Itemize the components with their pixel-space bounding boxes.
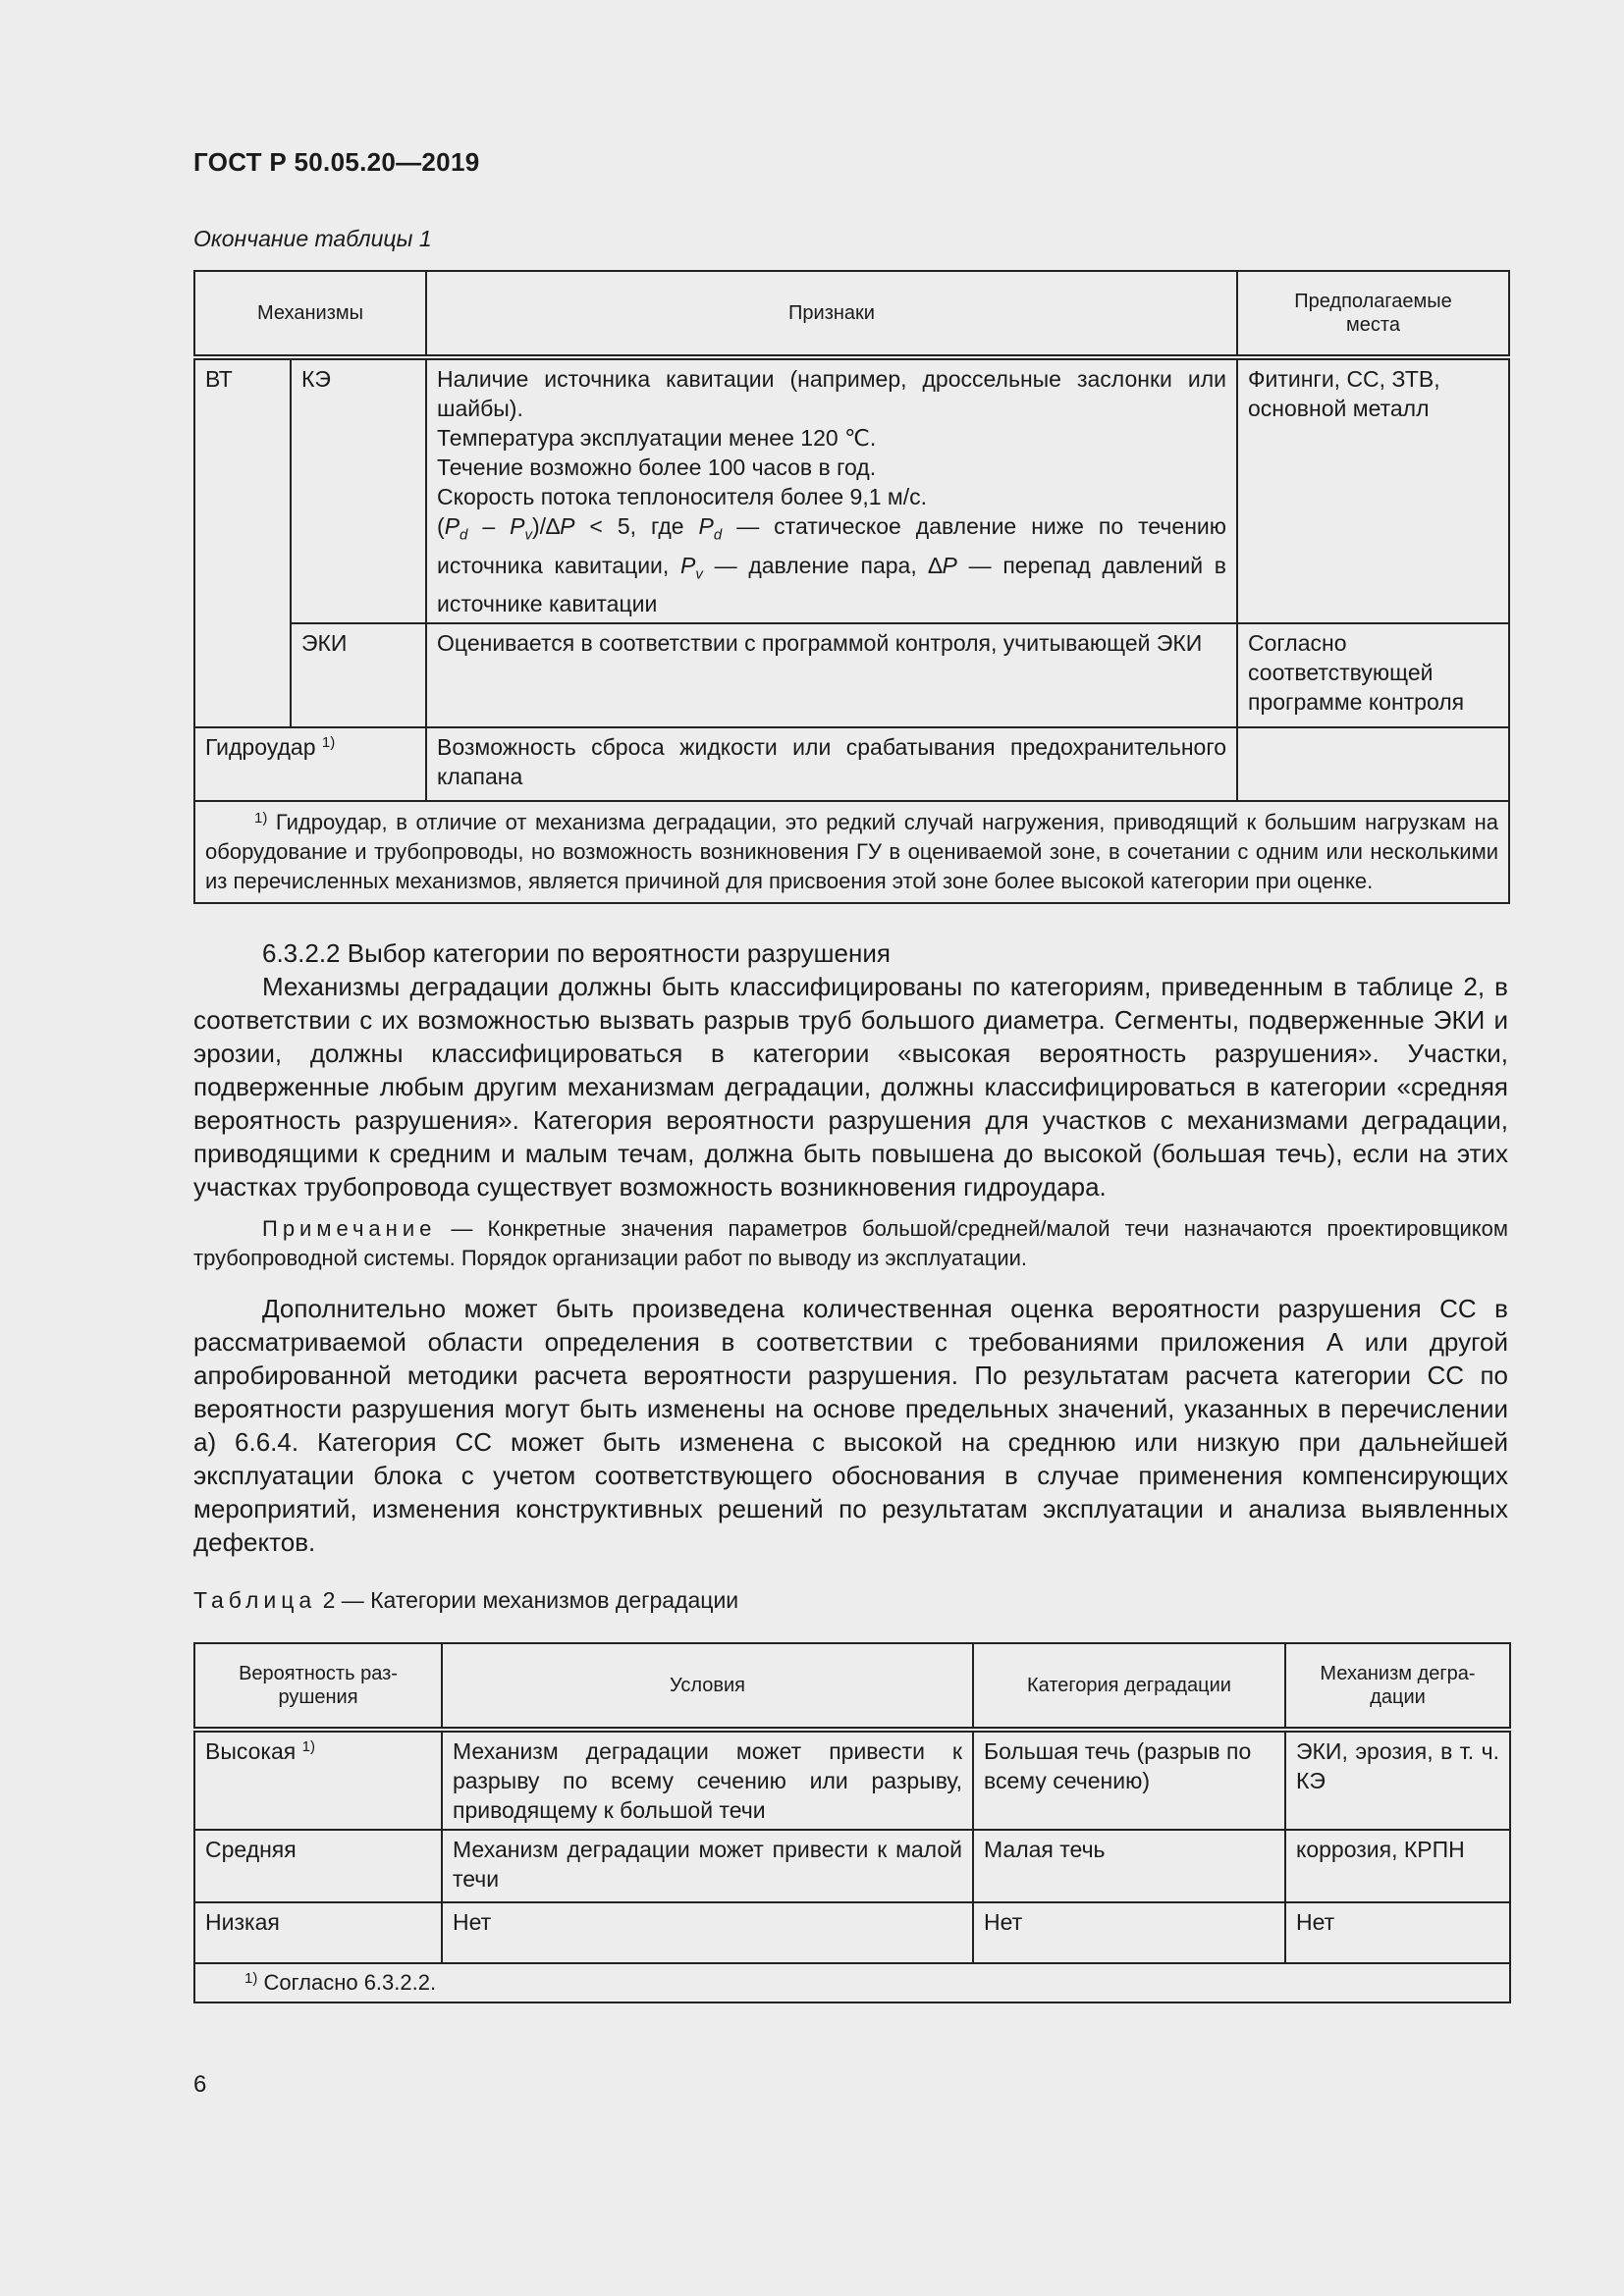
table-row xyxy=(194,1830,1510,1902)
section-body xyxy=(193,936,1508,1203)
table2-footnote-row xyxy=(194,1963,1510,2002)
table2-footnote: $^{1)}$ Согласно 6.3.2.2. xyxy=(194,1963,1510,2002)
table2-cell-probability: Низкая xyxy=(194,1902,442,1963)
table2-cell-mechanism: коррозия, КРПН xyxy=(1285,1830,1510,1902)
table2-cell-conditions: Механизм деградации может привести к малой течи xyxy=(442,1830,973,1902)
table1-caption: Окончание таблицы 1 xyxy=(193,226,432,251)
cavitation-formula: $(P_d - P_v)/\Delta P < 5$, где $P_d$ — статическое давление ниже по течению источника кавитации, $P_v$ — давление пара, ∆P — перепад давлений в источнике кавитации xyxy=(437,513,1227,617)
table1-footnote: $^{1)}$ Гидроудар, в отличие от механизма деградации, это редкий случай нагружения, приводящий к большим нагрузкам на оборудование и трубопроводы, но возможность возникновения ГУ в оцениваемой зоне, в сочетании с одним или несколькими из перечисленных механизмов, является причиной для присвоения этой зоне более высокой категории при оценке. xyxy=(194,801,1509,903)
table1-footnote-row xyxy=(194,801,1509,903)
table1 xyxy=(193,270,1510,904)
table1-cell-vt: ВТ xyxy=(194,357,291,727)
table2-cell-probability: Высокая $^{1)}$ xyxy=(194,1730,442,1830)
table1-header-signs: Признаки xyxy=(426,271,1237,357)
table-row xyxy=(194,727,1509,801)
table-row xyxy=(194,357,1509,623)
table2-cell-mechanism: ЭКИ, эрозия, в т. ч. КЭ xyxy=(1285,1730,1510,1830)
table2-cell-mechanism: Нет xyxy=(1285,1902,1510,1963)
table1-header-row xyxy=(194,271,1509,357)
table2-caption: Таблица 2 — Категории механизмов деградации xyxy=(193,1587,739,1613)
table1-cell-water-hammer-places xyxy=(1237,727,1509,801)
section-paragraph-2: Дополнительно может быть произведена количественная оценка вероятности разрушения СС в рассматриваемой области определения в соответствии с требованиями приложения А или другой апробированной методики расчета вероятности разрушения. По результатам расчета категории СС по вероятности разрушения могут быть изменены на основе предельных значений, указанных в перечислении а) 6.6.4. Категория СС может быть изменена с высокой на среднюю или низкую при дальнейшей эксплуатации блока с учетом соответствующего обоснования в случае применения компенсирующих мероприятий, изменения конструктивных решений по результатам эксплуатации и анализа выявленных дефектов. xyxy=(193,1294,1508,1557)
table-row xyxy=(194,623,1509,727)
section-note xyxy=(193,1214,1508,1273)
table1-cell-eki-places: Согласно соответствующей программе контроля xyxy=(1237,623,1509,727)
table2-header-probability: Вероятность раз- рушения xyxy=(194,1643,442,1730)
table1-cell-eki: ЭКИ xyxy=(291,623,426,727)
table2-cell-category: Нет xyxy=(973,1902,1285,1963)
page-number: 6 xyxy=(193,2071,207,2098)
table2-cell-category: Малая течь xyxy=(973,1830,1285,1902)
table1-header-places: Предполагаемые места xyxy=(1237,271,1509,357)
table2-header-category: Категория деградации xyxy=(973,1643,1285,1730)
section-paragraph-2-block xyxy=(193,1292,1508,1559)
table2 xyxy=(193,1642,1511,2003)
table1-cell-ke-signs: Наличие источника кавитации (например, дроссельные заслонки или шайбы). Температура эксплуатации менее 120 ℃. Течение возможно более 100 часов в год. Скорость потока теплоносителя более 9,1 м/с. $(P_d - P_v)/\Delta P < 5$, где $P_d$ — статическое давление ниже по течению источника кавитации, $P_v$ — давление пара, ∆P — перепад давлений в источнике кавитации xyxy=(426,357,1237,623)
table1-cell-ke: КЭ xyxy=(291,357,426,623)
table2-header-conditions: Условия xyxy=(442,1643,973,1730)
table2-header-row xyxy=(194,1643,1510,1730)
standard-header: ГОСТ Р 50.05.20—2019 xyxy=(193,147,480,177)
section-paragraph-1: Механизмы деградации должны быть классифицированы по категориям, приведенным в таблице 2, в соответствии с их возможностью вызвать разрыв труб большого диаметра. Сегменты, подверженные ЭКИ и эрозии, должны классифицироваться в категории «высокая вероятность разрушения». Участки, подверженные любым другим механизмам деградации, должны классифицироваться в категории «средняя вероятность разрушения». Категория вероятности разрушения для участков с механизмами деградации, приводящими к средним и малым течам, должна быть повышена до высокой (большая течь), если на этих участках трубопровода существует возможность возникновения гидроудара. xyxy=(193,972,1508,1201)
section-heading: 6.3.2.2 Выбор категории по вероятности разрушения xyxy=(262,938,891,968)
table2-cell-conditions: Механизм деградации может привести к разрыву по всему сечению или разрыву, приводящему к большой течи xyxy=(442,1730,973,1830)
table1-cell-water-hammer: Гидроудар $^{1)}$ xyxy=(194,727,426,801)
table2-cell-probability: Средняя xyxy=(194,1830,442,1902)
table1-cell-eki-signs: Оценивается в соответствии с программой контроля, учитывающей ЭКИ xyxy=(426,623,1237,727)
table2-cell-category: Большая течь (разрыв по всему сечению) xyxy=(973,1730,1285,1830)
table1-header-mechanisms: Механизмы xyxy=(194,271,426,357)
table-row xyxy=(194,1730,1510,1830)
note-text: — Конкретные значения параметров большой/средней/малой течи назначаются проектировщиком трубопроводной системы. Порядок организации работ по выводу из эксплуатации. xyxy=(193,1216,1508,1270)
note-label: Примечание xyxy=(262,1216,437,1241)
table1-cell-water-hammer-signs: Возможность сброса жидкости или срабатывания предохранительного клапана xyxy=(426,727,1237,801)
table2-cell-conditions: Нет xyxy=(442,1902,973,1963)
table1-cell-ke-places: Фитинги, СС, ЗТВ, основной металл xyxy=(1237,357,1509,623)
table-row xyxy=(194,1902,1510,1963)
table2-header-mechanism: Механизм дегра- дации xyxy=(1285,1643,1510,1730)
